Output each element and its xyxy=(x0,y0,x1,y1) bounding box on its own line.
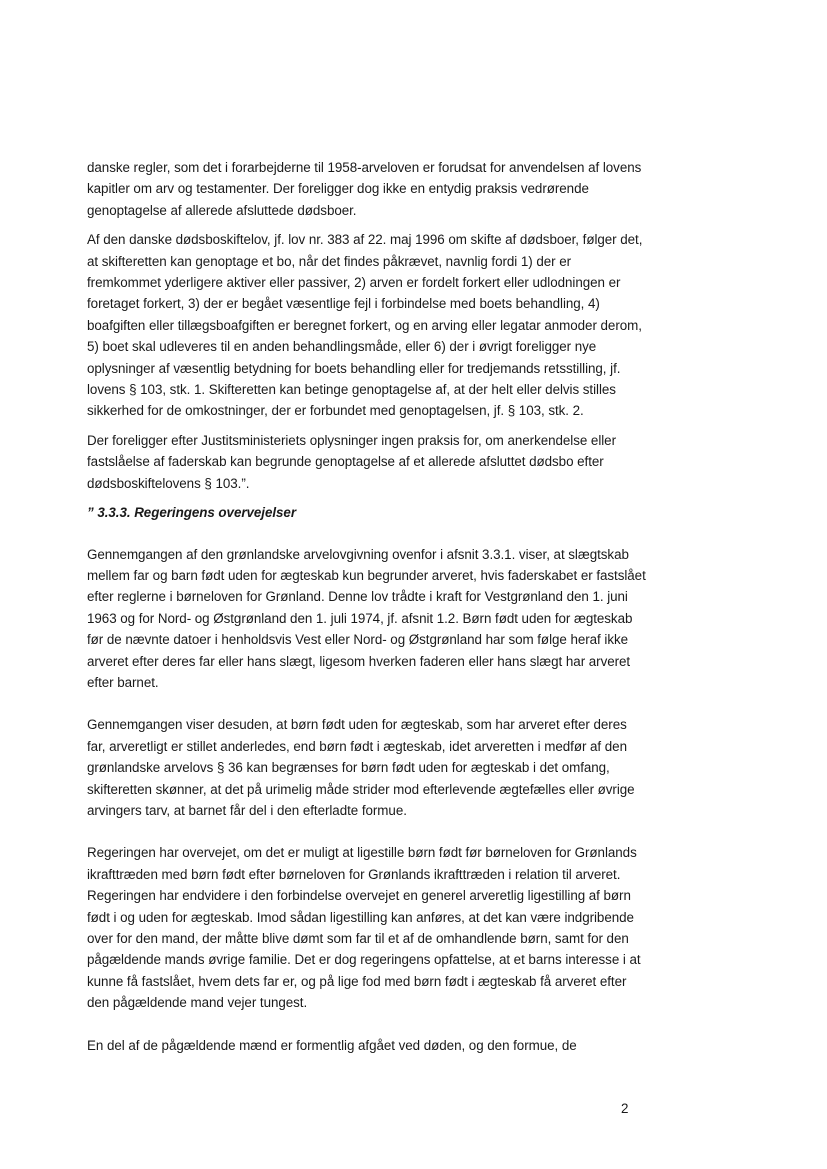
document-body xyxy=(87,157,647,1064)
page-number: 2 xyxy=(621,1101,629,1116)
section-heading: ” 3.3.3. Regeringens overvejelser xyxy=(87,505,296,521)
paragraph-gennemgangen: Gennemgangen af den grønlandske arvelovgivning ovenfor i afsnit 3.3.1. viser, at slægtskab mellem far og barn født uden for ægteskab kun begrunder arveret, hvis faderskabet er fastslået efter reglerne i børneloven for Grønland. Denne lov trådte i kraft for Vestgrønland den 1. juni 1963 og for Nord- og Østgrønland den 1. juli 1974, jf. afsnit 1.2. Børn født uden for ægteskab før de nævnte datoer i henholdsvis Vest eller Nord- og Østgrønland har som følge heraf ikke arveret efter deres far eller hans slægt, ligesom hverken faderen eller hans slægt har arveret efter barnet. xyxy=(87,546,646,690)
paragraph-arveloven-praksis: danske regler, som det i forarbejderne til 1958-arveloven er forudsat for anvendelsen af lovens kapitler om arv og testamenter. Der foreligger dog ikke en entydig praksis vedrørende genoptagelse af allerede afsluttede dødsboer. xyxy=(87,160,642,218)
paragraph-doedsboskiftelov: Af den danske dødsboskiftelov, jf. lov nr. 383 af 22. maj 1996 om skifte af dødsboer, følger det, at skifteretten kan genoptage et bo, når det findes påkrævet, navnlig fordi 1) der er fremkommet yderligere aktiver eller passiver, 2) arven er fordelt forkert eller udlodningen er foretaget forkert, 3) der er begået væsentlige fejl i forbindelse med boets behandling, 4) boafgiften eller tillægsboafgiften er beregnet forkert, og en arving eller legatar anmoder derom, 5) boet skal udleveres til en anden behandlingsmåde, eller 6) der i øvrigt foreligger nye oplysninger af væsentlig betydning for boets behandling eller for tredjemands retsstilling, jf. lovens § 103, stk. 1. Skifteretten kan betinge genoptagelse af, at der helt eller delvis stilles sikkerhed for de omkostninger, der er forbundet med genoptagelsen, jf. § 103, stk. 2. xyxy=(87,232,643,419)
paragraph-en-del: En del af de pågældende mænd er formentlig afgået ved døden, og den formue, de xyxy=(87,1037,577,1053)
paragraph-regeringen-overvejet: Regeringen har overvejet, om det er muligt at ligestille børn født før børneloven for Grønlands ikrafttræden med børn født efter børneloven for Grønlands ikrafttræden i relation til arveret. Regeringen har endvidere i den forbindelse overvejet en generel arveretlig ligestilling af børn født i og uden for ægteskab. Imod sådan ligestilling kan anføres, at det kan være indgribende over for den mand, der måtte blive dømt som far til et af de omhandlende børn, samt for den pågældende mands øvrige familie. Det er dog regeringens opfattelse, at et barns interesse i at kunne få fastslået, hvem dets far er, og på lige fod med børn født i ægteskab få arveret efter den pågældende mand vejer tungest. xyxy=(87,845,641,1011)
paragraph-gennemgangen-desuden: Gennemgangen viser desuden, at børn født uden for ægteskab, som har arveret efter deres far, arveretligt er stillet anderledes, end børn født i ægteskab, idet arveretten i medfør af den grønlandske arvelovs § 36 kan begrænses for børn født uden for ægteskab i det omfang, skifteretten skønner, at det på urimelig måde strider mod efterlevende ægtefælles eller øvrige arvingers tarv, at barnet får del i den efterladte formue. xyxy=(87,717,635,818)
paragraph-justitsministeriet: Der foreligger efter Justitsministeriets oplysninger ingen praksis for, om anerkendelse eller fastslåelse af faderskab kan begrunde genoptagelse af et allerede afsluttet dødsbo efter dødsboskiftelovens § 103.”. xyxy=(87,432,616,491)
